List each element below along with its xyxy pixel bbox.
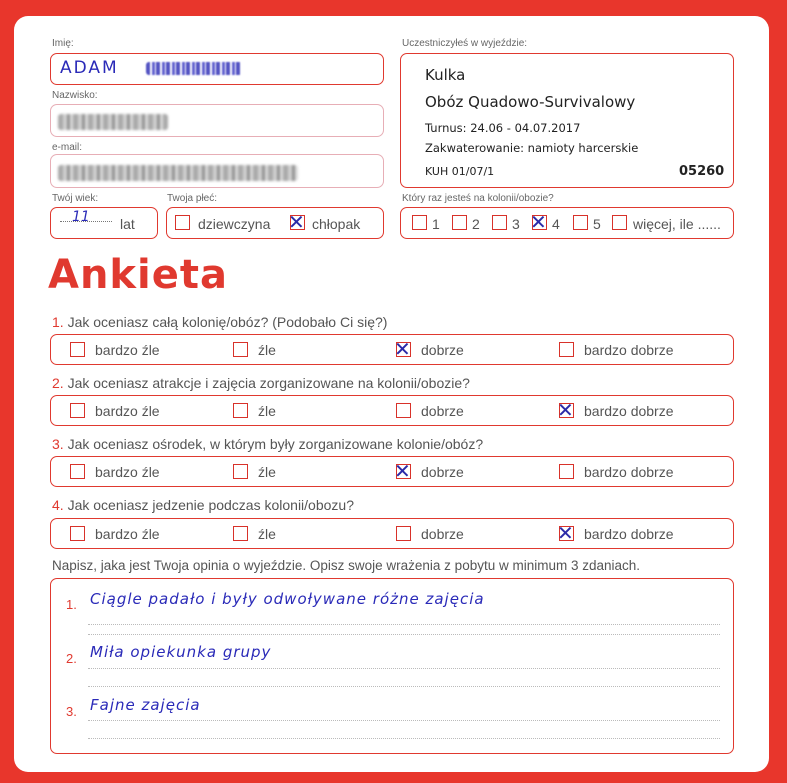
- camp-code: KUH 01/07/1: [425, 165, 495, 178]
- opinion-line-3: [88, 720, 720, 721]
- rating-2-zle-checkbox[interactable]: [233, 403, 248, 418]
- opinion-text-3: Fajne zajęcia: [90, 696, 201, 714]
- opinion-number: 3.: [66, 704, 77, 719]
- gender-checkbox-girl[interactable]: [175, 215, 190, 230]
- opinion-number: 2.: [66, 651, 77, 666]
- opinion-text-2: Miła opiekunka grupy: [90, 643, 272, 661]
- survey-title: Ankieta: [48, 252, 228, 298]
- times-option-2: 2: [472, 216, 480, 232]
- rating-option: bardzo źle: [95, 342, 160, 358]
- camp-number: 05260: [679, 164, 725, 179]
- rating-option: dobrze: [421, 342, 464, 358]
- redacted-surname: [58, 114, 168, 130]
- times-checkbox-more[interactable]: [612, 215, 627, 230]
- name-label: Imię:: [52, 38, 74, 49]
- redacted-email: [58, 165, 298, 181]
- times-checkbox-4[interactable]: [530, 210, 547, 234]
- rating-1-bardzo-zle-checkbox[interactable]: [70, 342, 85, 357]
- times-option-3: 3: [512, 216, 520, 232]
- rating-option: bardzo dobrze: [584, 342, 674, 358]
- question-number: 4.: [52, 497, 64, 513]
- gender-label: Twoja płeć:: [167, 193, 218, 204]
- question-text: Jak oceniasz całą kolonię/obóz? (Podobało Ci się?): [67, 314, 388, 330]
- times-label: Który raz jesteś na kolonii/obozie?: [402, 193, 554, 204]
- opinion-line-1b: [88, 634, 720, 635]
- age-unit: lat: [120, 216, 135, 232]
- age-field[interactable]: [50, 207, 158, 239]
- check-mark-icon: ✕: [557, 398, 574, 422]
- question-4: [52, 497, 354, 513]
- question-text: Jak oceniasz ośrodek, w którym były zorganizowane kolonie/obóz?: [67, 436, 484, 452]
- question-1: [52, 314, 387, 330]
- gender-checkbox-boy[interactable]: [288, 210, 305, 234]
- camp-title: Obóz Quadowo-Survivalowy: [425, 93, 636, 111]
- gender-option-boy: chłopak: [312, 216, 361, 232]
- rating-4-zle-checkbox[interactable]: [233, 526, 248, 541]
- rating-option: bardzo źle: [95, 403, 160, 419]
- times-checkbox-5[interactable]: [573, 215, 588, 230]
- rating-2-dobrze-checkbox[interactable]: [396, 403, 411, 418]
- rating-3-zle-checkbox[interactable]: [233, 464, 248, 479]
- rating-3-bardzo-dobrze-checkbox[interactable]: [559, 464, 574, 479]
- rating-4-bardzo-zle-checkbox[interactable]: [70, 526, 85, 541]
- check-mark-icon: ✕: [288, 210, 305, 234]
- rating-option: dobrze: [421, 403, 464, 419]
- times-option-more: więcej, ile ......: [633, 216, 721, 232]
- opinion-text-1: Ciągle padało i były odwoływane różne zajęcia: [90, 590, 485, 608]
- rating-option: dobrze: [421, 526, 464, 542]
- camp-turnus: Turnus: 24.06 - 04.07.2017: [425, 121, 581, 135]
- rating-option: bardzo dobrze: [584, 526, 674, 542]
- rating-1-dobrze-checkbox[interactable]: [394, 337, 411, 361]
- opinion-line-1: [88, 624, 720, 625]
- rating-option: źle: [258, 526, 276, 542]
- question-number: 1.: [52, 314, 64, 330]
- times-option-1: 1: [432, 216, 440, 232]
- rating-option: bardzo dobrze: [584, 464, 674, 480]
- times-option-5: 5: [593, 216, 601, 232]
- rating-option: źle: [258, 342, 276, 358]
- rating-option: źle: [258, 403, 276, 419]
- surname-label: Nazwisko:: [52, 90, 98, 101]
- opinion-line-2: [88, 668, 720, 669]
- rating-3-bardzo-zle-checkbox[interactable]: [70, 464, 85, 479]
- question-2: [52, 375, 470, 391]
- times-checkbox-3[interactable]: [492, 215, 507, 230]
- name-value: ADAM: [60, 58, 119, 78]
- camp-label: Uczestniczyłeś w wyjeździe:: [402, 38, 528, 49]
- crossed-surname: [146, 62, 242, 75]
- rating-option: bardzo źle: [95, 464, 160, 480]
- age-value: 11: [72, 209, 90, 225]
- rating-option: źle: [258, 464, 276, 480]
- camp-name: Kulka: [425, 66, 466, 84]
- opinion-number: 1.: [66, 597, 77, 612]
- rating-option: dobrze: [421, 464, 464, 480]
- question-number: 3.: [52, 436, 64, 452]
- rating-2-bardzo-zle-checkbox[interactable]: [70, 403, 85, 418]
- question-text: Jak oceniasz jedzenie podczas kolonii/obozu?: [67, 497, 354, 513]
- check-mark-icon: ✕: [530, 210, 547, 234]
- camp-lodging: Zakwaterowanie: namioty harcerskie: [425, 141, 639, 155]
- opinion-line-2b: [88, 686, 720, 687]
- check-mark-icon: ✕: [394, 337, 411, 361]
- opinion-prompt: Napisz, jaka jest Twoja opinia o wyjeździe. Opisz swoje wrażenia z pobytu w minimum 3 zdaniach.: [52, 558, 641, 573]
- rating-3-dobrze-checkbox[interactable]: [394, 459, 411, 483]
- email-label: e-mail:: [52, 142, 83, 153]
- question-3: [52, 436, 483, 452]
- rating-1-bardzo-dobrze-checkbox[interactable]: [559, 342, 574, 357]
- opinion-line-3b: [88, 738, 720, 739]
- gender-option-girl: dziewczyna: [198, 216, 271, 232]
- question-number: 2.: [52, 375, 64, 391]
- rating-4-dobrze-checkbox[interactable]: [396, 526, 411, 541]
- rating-1-zle-checkbox[interactable]: [233, 342, 248, 357]
- check-mark-icon: ✕: [557, 521, 574, 545]
- times-checkbox-2[interactable]: [452, 215, 467, 230]
- rating-4-bardzo-dobrze-checkbox[interactable]: [557, 521, 574, 545]
- times-checkbox-1[interactable]: [412, 215, 427, 230]
- times-option-4: 4: [552, 216, 560, 232]
- question-text: Jak oceniasz atrakcje i zajęcia zorganizowane na kolonii/obozie?: [67, 375, 470, 391]
- check-mark-icon: ✕: [394, 459, 411, 483]
- rating-option: bardzo dobrze: [584, 403, 674, 419]
- rating-2-bardzo-dobrze-checkbox[interactable]: [557, 398, 574, 422]
- age-label: Twój wiek:: [52, 193, 99, 204]
- rating-option: bardzo źle: [95, 526, 160, 542]
